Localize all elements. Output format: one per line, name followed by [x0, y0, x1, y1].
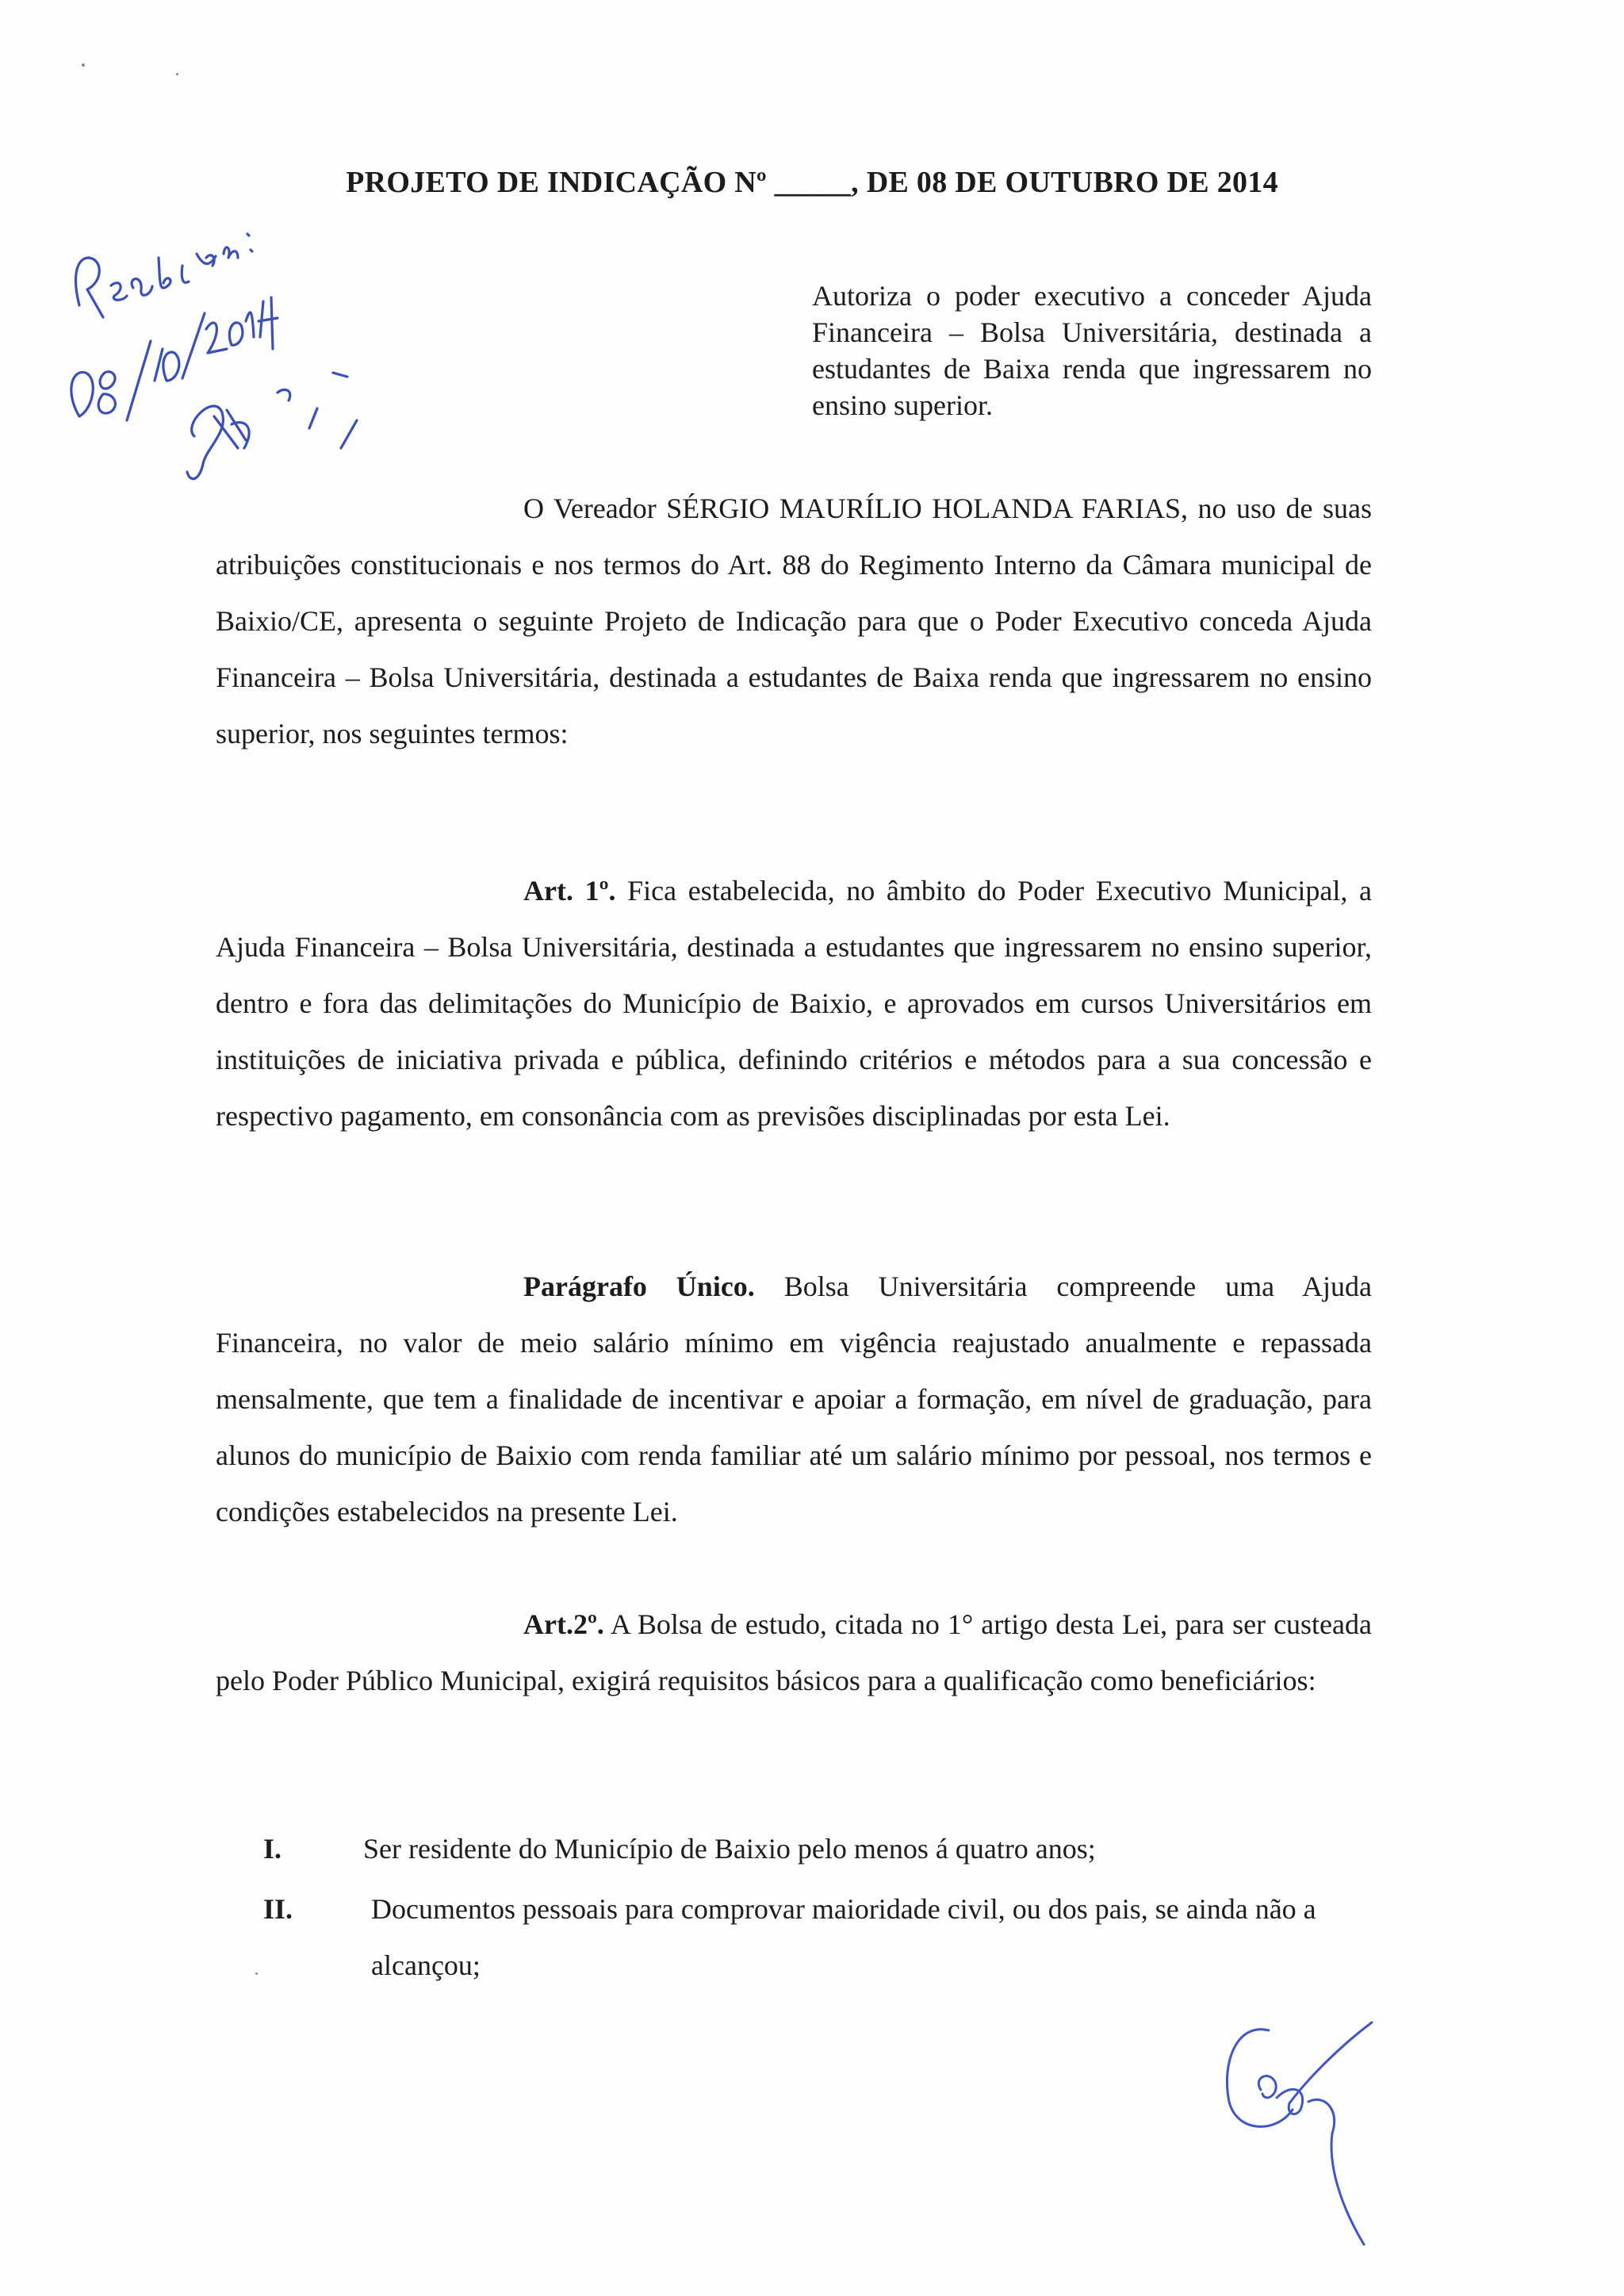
- list-item-text: Documentos pessoais para comprovar maioridade civil, ou dos pais, se ainda não a alcançou;: [371, 1893, 1316, 1981]
- received-stamp-handwriting: [48, 210, 381, 527]
- signature-mark: [1213, 2014, 1396, 2252]
- scan-speck: [255, 1972, 258, 1975]
- art1-text: Fica estabelecida, no âmbito do Poder Executivo Municipal, a Ajuda Financeira – Bolsa Universitária, destinada a estudantes que ingressarem no ensino superior, dentro e fora das delimitações do Município de Baixio, e aprovados em cursos Universitários em instituições de iniciativa privada e pública, definindo critérios e métodos para a sua concessão e respectivo pagamento, em consonância com as previsões disciplinadas por esta Lei.: [216, 875, 1372, 1132]
- document-title: PROJETO DE INDICAÇÃO Nº _____, DE 08 DE OUTUBRO DE 2014: [346, 166, 1278, 199]
- list-item-number: I.: [263, 1833, 282, 1865]
- art1-label: Art. 1º.: [523, 875, 616, 907]
- list-item-text: Ser residente do Município de Baixio pelo menos á quatro anos;: [363, 1833, 1096, 1865]
- scan-speck: [82, 63, 85, 67]
- art2-paragraph: [216, 1596, 1372, 1709]
- list-item-number: II.: [263, 1893, 293, 1925]
- paragrafo-unico-text: Bolsa Universitária compreende uma Ajuda Financeira, no valor de meio salário mínimo em vigência reajustado anualmente e repassada mensalmente, que tem a finalidade de incentivar e apoiar a formação, em nível de graduação, para alunos do município de Baixio com renda familiar até um salário mínimo por pessoal, nos termos e condições estabelecidos na presente Lei.: [216, 1271, 1372, 1527]
- art2-text: A Bolsa de estudo, citada no 1° artigo desta Lei, para ser custeada pelo Poder Público Municipal, exigirá requisitos básicos para a qualificação como beneficiários:: [216, 1608, 1372, 1696]
- preamble-paragraph: [216, 481, 1372, 762]
- paragrafo-unico-paragraph: [216, 1259, 1372, 1540]
- preamble-text: O Vereador SÉRGIO MAURÍLIO HOLANDA FARIAS, no uso de suas atribuições constitucionais e nos termos do Art. 88 do Regimento Interno da Câmara municipal de Baixio/CE, apresenta o seguinte Projeto de Indicação para que o Poder Executivo conceda Ajuda Financeira – Bolsa Universitária, destinada a estudantes de Baixa renda que ingressarem no ensino superior, nos seguintes termos:: [216, 493, 1372, 749]
- paragrafo-unico-label: Parágrafo Único.: [523, 1271, 755, 1302]
- art1-paragraph: [216, 863, 1372, 1144]
- art2-label: Art.2º.: [523, 1608, 604, 1640]
- ementa-summary: Autoriza o poder executivo a conceder Ajuda Financeira – Bolsa Universitária, destinada a estudantes de Baixa renda que ingressarem no ensino superior.: [812, 280, 1372, 421]
- scan-speck: [176, 73, 178, 75]
